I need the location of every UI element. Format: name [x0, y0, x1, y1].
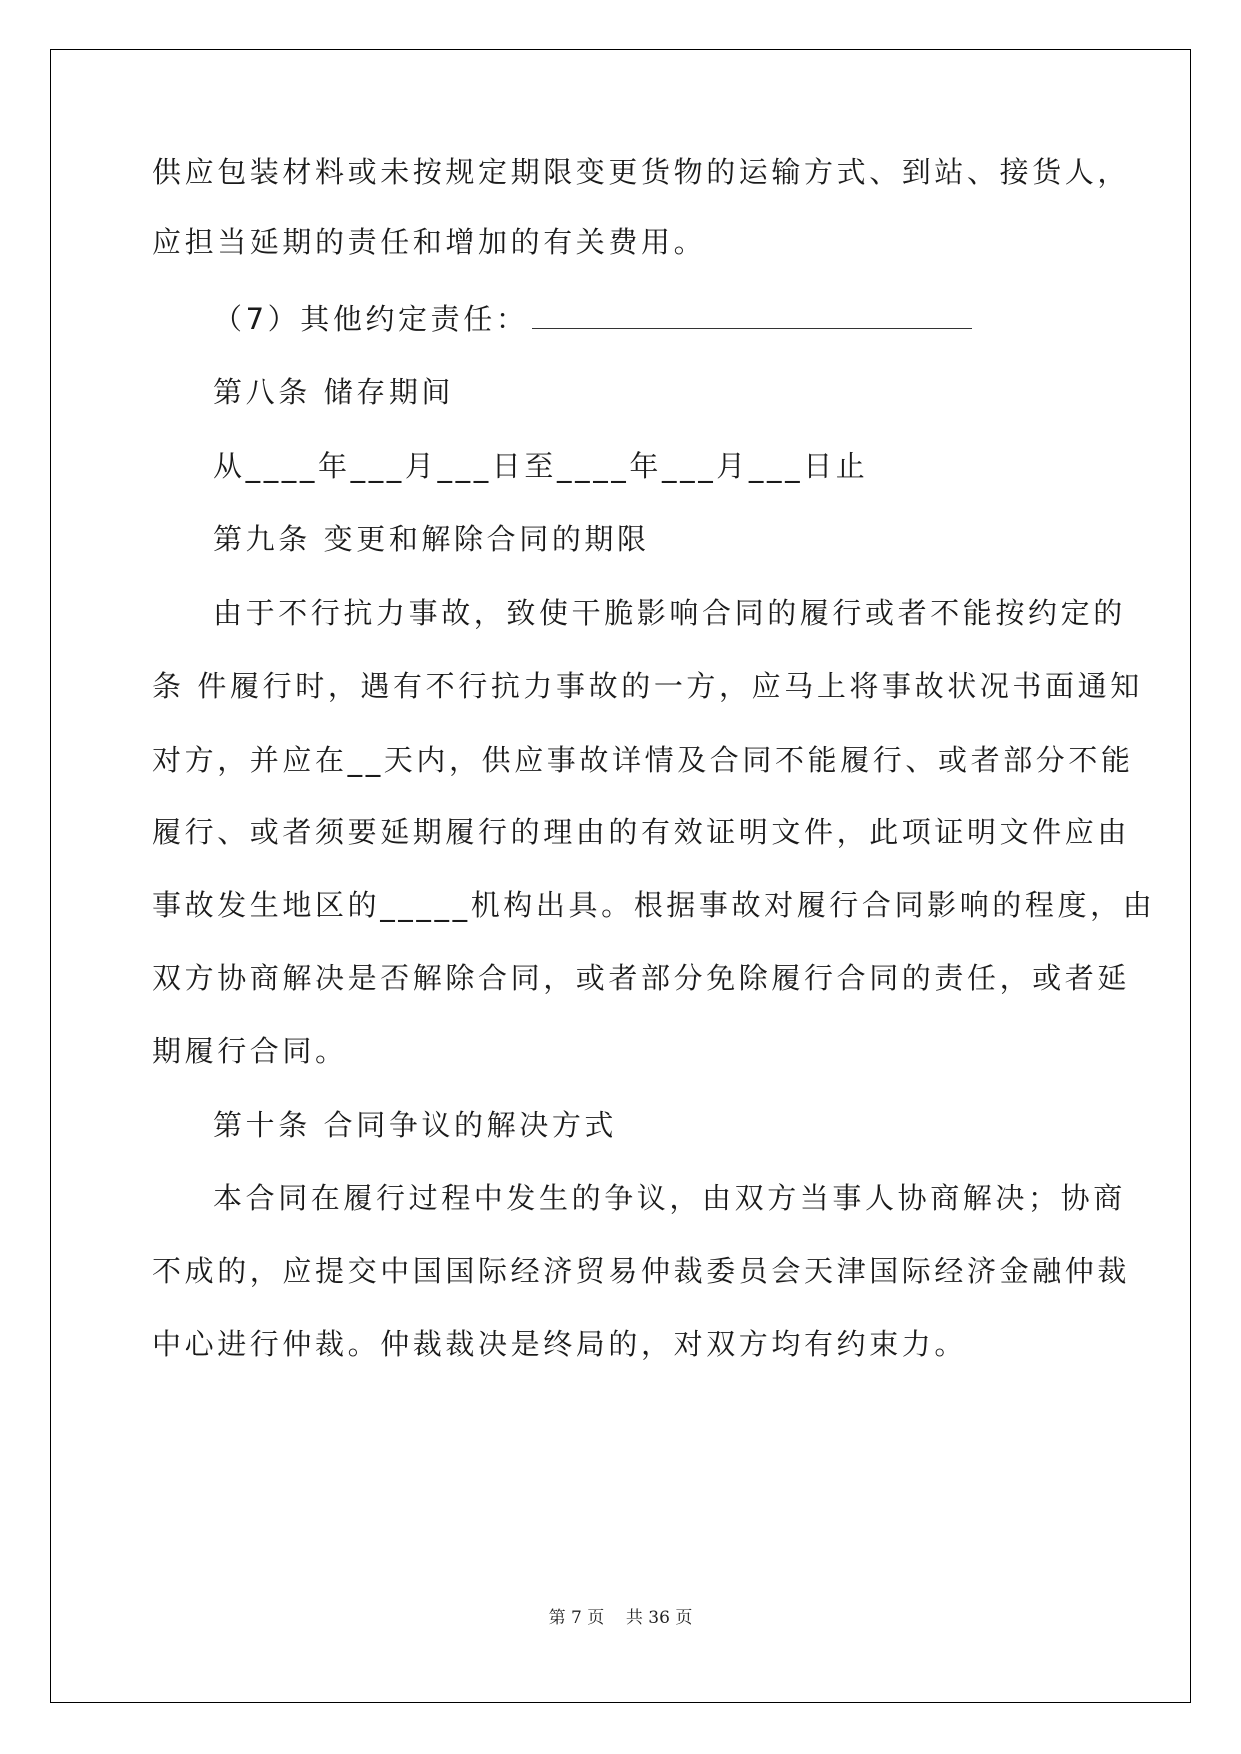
article-9-heading: 第九条 变更和解除合同的期限: [213, 522, 650, 556]
body-line-3: [213, 299, 972, 339]
page-total: 共 36 页: [625, 1608, 693, 1628]
body-line-10: 履行、或者须要延期履行的理由的有效证明文件，此项证明文件应由: [152, 815, 1131, 849]
page-footer: [0, 1606, 1241, 1630]
body-line-11: 事故发生地区的_____机构出具。根据事故对履行合同影响的程度，由: [152, 888, 1156, 922]
article-8-heading: 第八条 储存期间: [213, 375, 455, 409]
page-frame: [50, 49, 1191, 1703]
body-line-12: 双方协商解决是否解除合同，或者部分免除履行合同的责任，或者延: [152, 961, 1131, 995]
body-line-7: 由于不行抗力事故，致使干脆影响合同的履行或者不能按约定的: [213, 596, 1126, 630]
body-line-17: 中心进行仲裁。仲裁裁决是终局的，对双方均有约束力。: [152, 1327, 968, 1361]
body-line-8: 条 件履行时，遇有不行抗力事故的一方，应马上将事故状况书面通知: [152, 669, 1143, 703]
article-10-heading: 第十条 合同争议的解决方式: [213, 1108, 618, 1142]
fill-in-blank: [532, 302, 972, 329]
body-line-16: 不成的，应提交中国国际经济贸易仲裁委员会天津国际经济金融仲裁: [152, 1254, 1131, 1288]
body-line-13: 期履行合同。: [152, 1034, 348, 1068]
body-line-9: 对方，并应在__天内，供应事故详情及合同不能履行、或者部分不能: [152, 743, 1134, 777]
body-line-15: 本合同在履行过程中发生的争议，由双方当事人协商解决；协商: [213, 1181, 1126, 1215]
body-line-1: 供应包装材料或未按规定期限变更货物的运输方式、到站、接货人，: [152, 155, 1131, 189]
other-responsibility-label: （7）其他约定责任：: [213, 302, 529, 336]
page-number: 第 7 页: [548, 1608, 605, 1628]
body-line-2: 应担当延期的责任和增加的有关费用。: [152, 225, 707, 259]
storage-period-line: 从____年___月___日至____年___月___日止: [213, 449, 869, 483]
